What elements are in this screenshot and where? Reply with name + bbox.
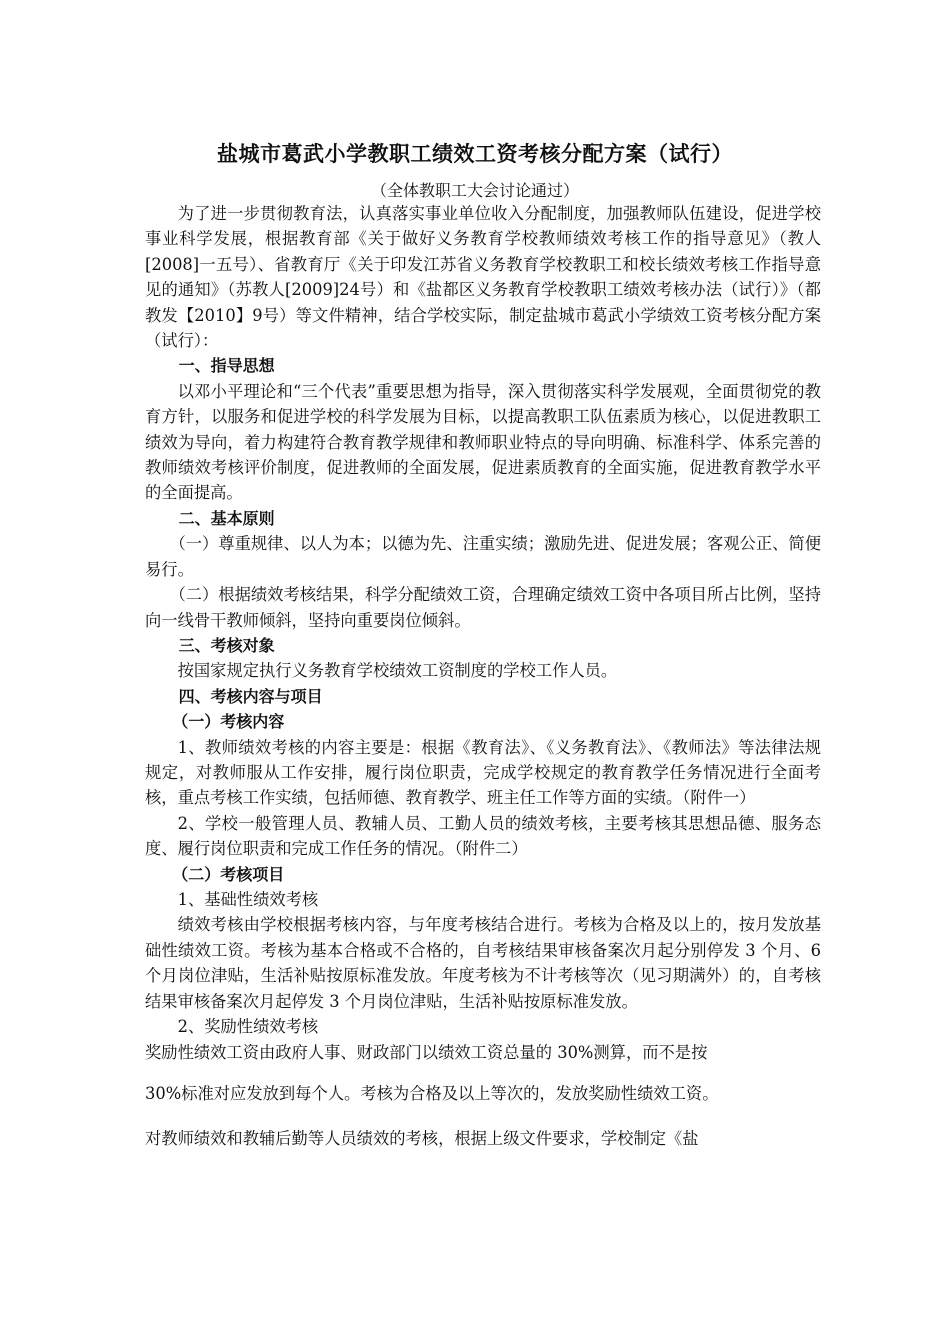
subheading-assessment-items: （二）考核项目 — [172, 864, 285, 884]
incentive-line-2: 30%标准对应发放到每个人。考核为合格及以上等次的，发放奖励性绩效工资。 — [145, 1084, 719, 1104]
subheading-assessment-content: （一）考核内容 — [172, 712, 285, 732]
incentive-line-1: 奖励性绩效工资由政府人事、财政部门以绩效工资总量的 30%测算，而不是按 — [145, 1043, 708, 1063]
principle-item-1: （一）尊重规律、以人为本；以德为先、注重实绩；激励先进、促进发展；客观公正、简便易行。 — [145, 534, 821, 579]
section-heading-assessment-targets: 三、考核对象 — [178, 635, 275, 655]
section-heading-guiding-ideology: 一、指导思想 — [178, 356, 275, 376]
assessment-targets-paragraph: 按国家规定执行义务教育学校绩效工资制度的学校工作人员。 — [177, 661, 618, 681]
guiding-ideology-paragraph: 以邓小平理论和“三个代表”重要思想为指导，深入贯彻落实科学发展观，全面贯彻党的教育方针，以服务和促进学校的科学发展为目标，以提高教职工队伍素质为核心，以促进教职工绩效为导向，着力构建符合教育教学规律和教师职业特点的导向明确、标准科学、体系完善的教师绩效考核评价制度，促进教师的全面发展，促进素质教育的全面实施，促进教育教学水平的全面提高。 — [145, 381, 821, 503]
content-item-2: 2、学校一般管理人员、教辅人员、工勤人员的绩效考核，主要考核其思想品德、服务态度、履行岗位职责和完成工作任务的情况。（附件二） — [145, 813, 821, 859]
principle-item-2: （二）根据绩效考核结果，科学分配绩效工资，合理确定绩效工资中各项目所占比例，坚持向一线骨干教师倾斜，坚持向重要岗位倾斜。 — [145, 585, 821, 630]
section-heading-basic-principles: 二、基本原则 — [178, 508, 275, 528]
document-body — [145, 201, 821, 1152]
content-item-1: 1、教师绩效考核的内容主要是：根据《教育法》、《义务教育法》、《教师法》等法律法规规定，对教师服从工作安排，履行岗位职责，完成学校规定的教育教学任务情况进行全面考核，重点考核工作实绩，包括师德、教育教学、班主任工作等方面的实绩。（附件一） — [145, 737, 821, 808]
intro-paragraph: 为了进一步贯彻教育法，认真落实事业单位收入分配制度，加强教师队伍建设，促进学校事业科学发展，根据教育部《关于做好义务教育学校教师绩效考核工作的指导意见》（教人[2008]一五号）、省教育厅《关于印发江苏省义务教育学校教职工和校长绩效考核工作指导意见的通知》（苏教人[2009]24号）和《盐都区义务教育学校教职工绩效考核办法（试行）》（都教发【2010】9号）等文件精神，结合学校实际，制定盐城市葛武小学绩效工资考核分配方案（试行）： — [145, 204, 821, 351]
incentive-assessment-heading: 2、奖励性绩效考核 — [177, 1017, 319, 1036]
basic-assessment-paragraph: 绩效考核由学校根据考核内容，与年度考核结合进行。考核为合格及以上的，按月发放基础性绩效工资。考核为基本合格或不合格的，自考核结果审核备案次月起分别停发 3 个月、6 个月岗位津贴，生活补贴按原标准发放。年度考核为不计考核等次（见习期满外）的，自考核结果审核备案次月起停发 3 个月岗位津贴，生活补贴按原标准发放。 — [145, 915, 821, 1011]
section-heading-content-and-items: 四、考核内容与项目 — [178, 686, 323, 706]
document-title: 盐城市葛武小学教职工绩效工资考核分配方案（试行） — [217, 142, 733, 166]
document-subtitle: （全体教职工大会讨论通过） — [370, 181, 579, 200]
basic-assessment-heading: 1、基础性绩效考核 — [177, 889, 319, 909]
incentive-line-3: 对教师绩效和教辅后勤等人员绩效的考核，根据上级文件要求，学校制定《盐 — [145, 1129, 699, 1149]
